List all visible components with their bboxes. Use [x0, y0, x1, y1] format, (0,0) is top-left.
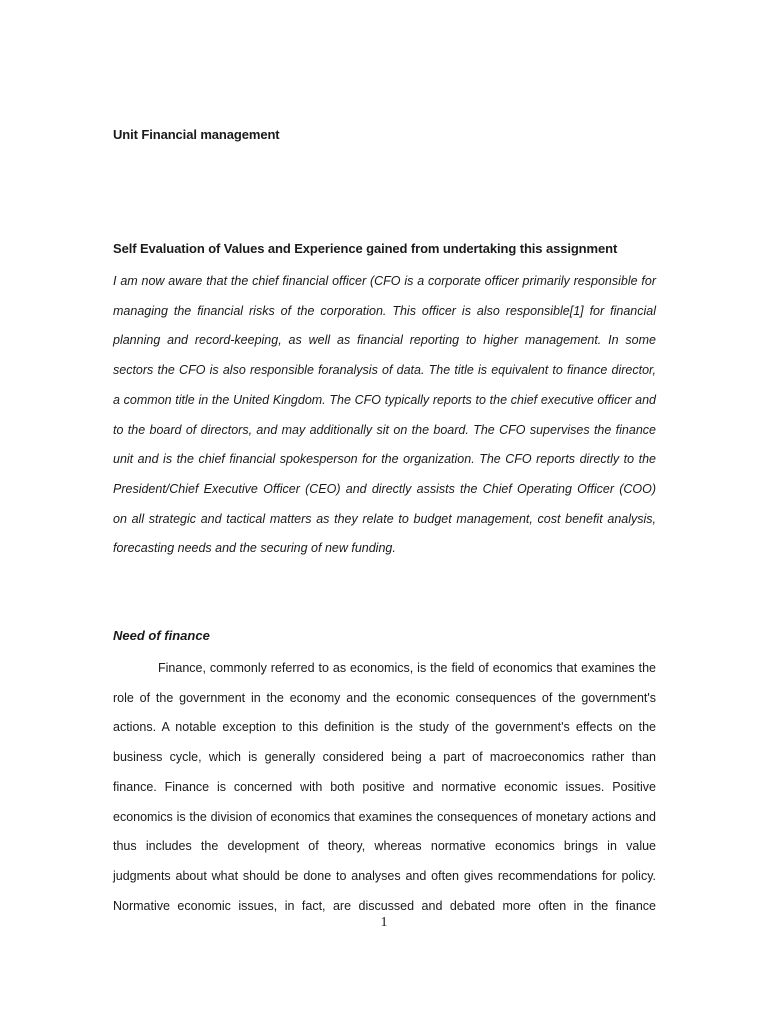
paragraph-line: on all strategic and tactical matters as they relate to budget management, cost benefit analysis, — [113, 511, 656, 526]
paragraph-line: a common title in the United Kingdom. The CFO typically reports to the chief executive officer and — [113, 392, 656, 407]
document-title: Unit Financial management — [113, 127, 280, 142]
paragraph-line: planning and record-keeping, as well as financial reporting to higher management. In some — [113, 333, 656, 348]
paragraph-line: actions. A notable exception to this definition is the study of the government's effects on the — [113, 720, 656, 735]
paragraph-line: I am now aware that the chief financial officer (CFO is a corporate officer primarily responsible for — [113, 274, 656, 288]
paragraph-line: role of the government in the economy and the economic consequences of the government's — [113, 690, 656, 705]
paragraph-line: judgments about what should be done to analyses and often gives recommendations for policy. — [113, 868, 656, 883]
paragraph-line: business cycle, which is generally considered being a part of macroeconomics rather than — [113, 750, 656, 765]
paragraph-line: thus includes the development of theory, whereas normative economics brings in value — [113, 839, 656, 854]
paragraph-line: Finance, commonly referred to as economics, is the field of economics that examines the — [158, 661, 656, 675]
paragraph-line: Normative economic issues, in fact, are discussed and debated more often in the finance — [113, 898, 656, 913]
paragraph-line: finance. Finance is concerned with both positive and normative economic issues. Positive — [113, 779, 656, 794]
paragraph-line: economics is the division of economics that examines the consequences of monetary actions and — [113, 809, 656, 824]
paragraph-line: unit and is the chief financial spokesperson for the organization. The CFO reports directly to the — [113, 452, 656, 467]
need-of-finance-paragraph — [113, 654, 656, 921]
need-of-finance-heading: Need of finance — [113, 628, 210, 643]
paragraph-line: President/Chief Executive Officer (CEO) and directly assists the Chief Operating Officer (COO) — [113, 481, 656, 496]
paragraph-line: forecasting needs and the securing of new funding. — [113, 541, 396, 556]
self-evaluation-heading: Self Evaluation of Values and Experience gained from undertaking this assignment — [113, 241, 618, 256]
page-number: 1 — [380, 915, 388, 930]
paragraph-line: to the board of directors, and may additionally sit on the board. The CFO supervises the finance — [113, 422, 656, 437]
paragraph-line: sectors the CFO is also responsible foranalysis of data. The title is equivalent to finance director, — [113, 363, 656, 378]
paragraph-line: managing the financial risks of the corporation. This officer is also responsible[1] for financial — [113, 303, 656, 318]
self-evaluation-paragraph — [113, 267, 656, 564]
